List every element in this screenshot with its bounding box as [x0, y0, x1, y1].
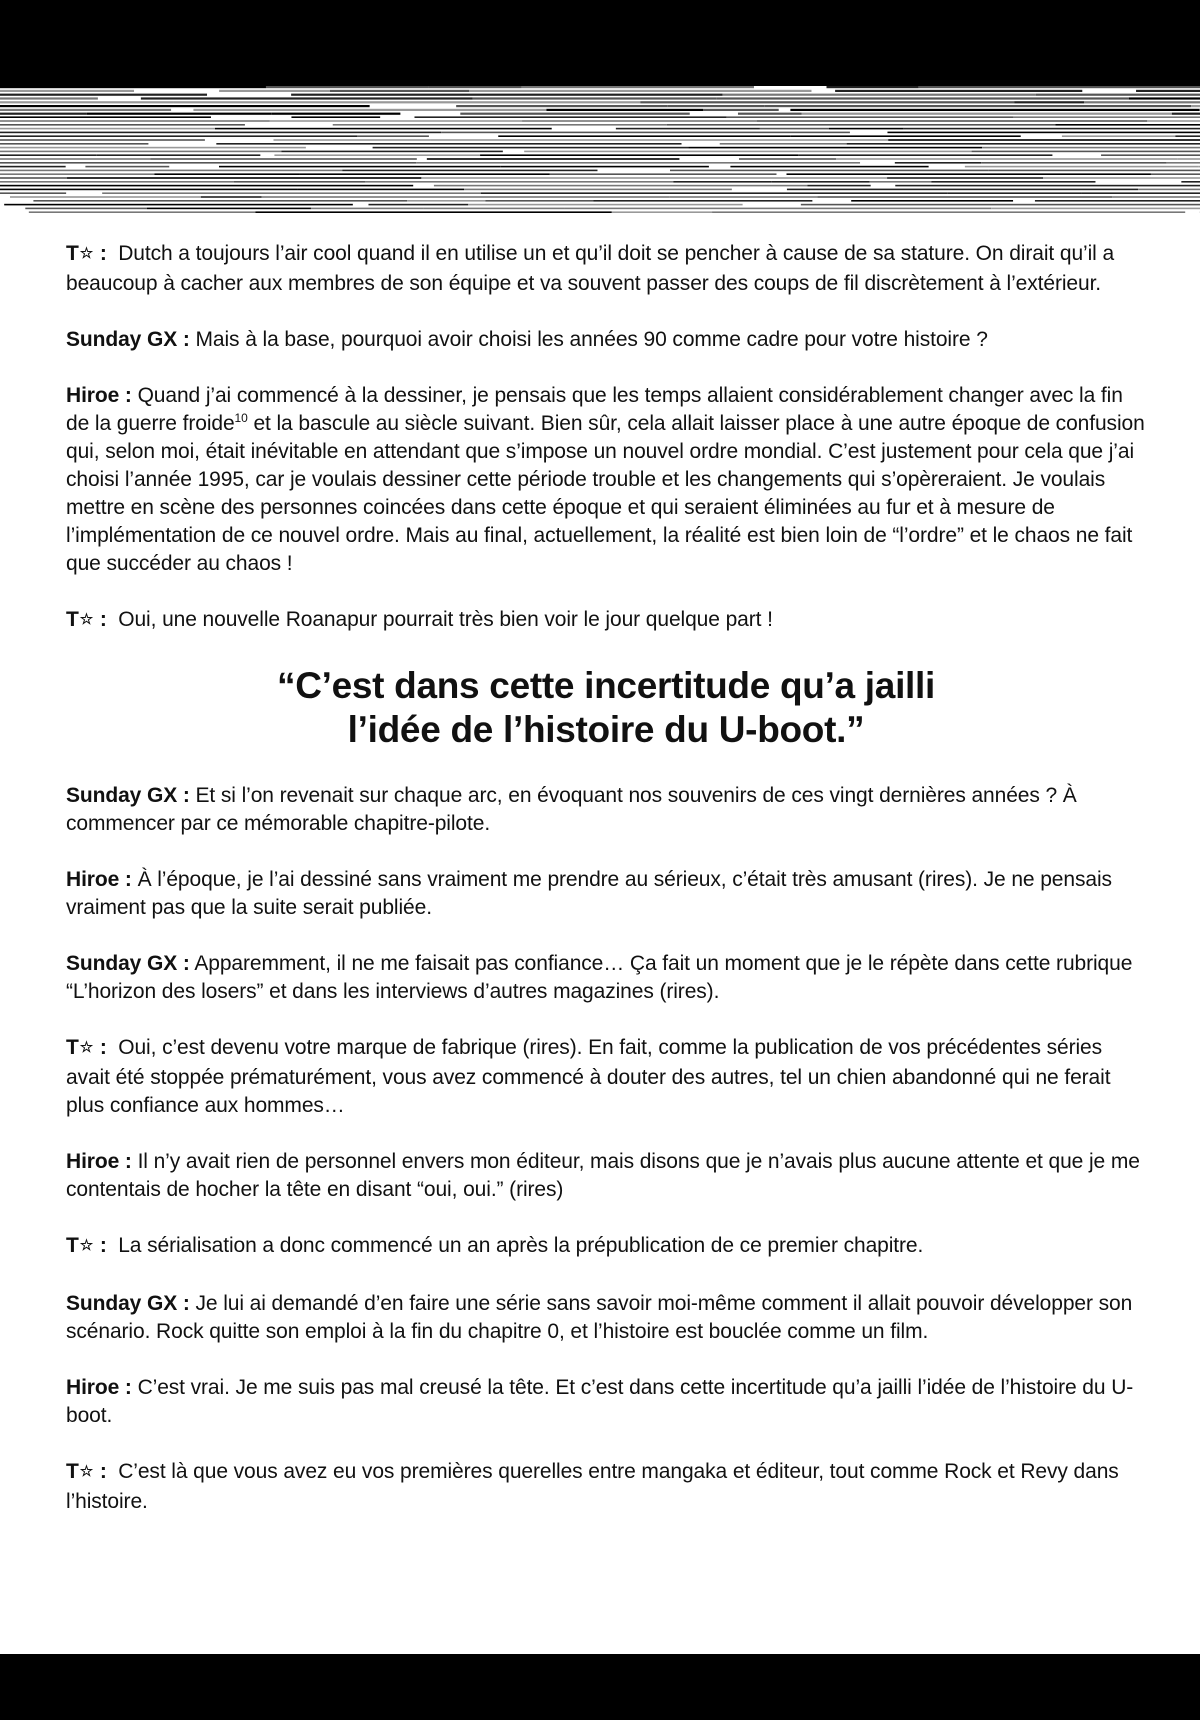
speaker-colon: : — [94, 1234, 107, 1257]
speed-line — [1036, 94, 1200, 96]
bottom-black-band — [0, 1654, 1200, 1720]
speed-line — [760, 128, 829, 130]
speed-line — [670, 196, 818, 198]
speed-line — [594, 200, 813, 202]
paragraph-text: C’est vrai. Je me suis pas mal creusé la tête. Et c’est dans cette incertitude qu’a jailli l’idée de l’histoire du U-boot. — [66, 1376, 1134, 1427]
speed-line — [423, 208, 565, 210]
speed-line — [4, 204, 353, 206]
speed-line — [904, 128, 1200, 130]
top-black-band — [0, 0, 1200, 86]
speed-line — [0, 143, 148, 145]
speed-line — [427, 158, 680, 160]
speed-line — [430, 139, 888, 141]
speed-line — [485, 200, 593, 202]
speed-line — [281, 151, 502, 153]
speed-line — [0, 135, 129, 137]
speed-line — [234, 181, 365, 183]
speed-line — [0, 101, 174, 103]
speed-line — [330, 90, 469, 92]
star-icon: ☆ — [79, 245, 94, 262]
interview-block-1 — [66, 240, 1146, 636]
interview-paragraph — [66, 782, 1146, 838]
speed-line — [421, 177, 887, 179]
paragraph-text: À l’époque, je l’ai dessiné sans vraiment me prendre au sérieux, c’était très amusant (rires). Je ne pensais vraiment pas que la suite serait publiée. — [66, 868, 1112, 919]
speed-line — [0, 128, 215, 130]
interview-paragraph — [66, 326, 1146, 354]
speed-line — [150, 158, 416, 160]
speed-line — [612, 211, 712, 213]
speed-line — [931, 181, 1095, 183]
interview-paragraph — [66, 1232, 1146, 1262]
speed-line — [786, 173, 1150, 175]
speed-line — [87, 113, 271, 115]
speed-line — [311, 208, 423, 210]
speed-line — [720, 143, 847, 145]
speed-line — [730, 166, 928, 168]
speed-line — [826, 86, 918, 88]
speed-line — [0, 154, 96, 156]
paragraph-text: La sérialisation a donc commencé un an après la prépublication de ce premier chapitre. — [118, 1234, 924, 1257]
speaker-label — [66, 242, 107, 265]
speed-line — [342, 170, 597, 172]
speed-line — [722, 94, 1035, 96]
speed-line — [96, 154, 260, 156]
speaker-colon: : — [94, 1460, 107, 1483]
speed-line — [1151, 173, 1200, 175]
speed-line — [468, 204, 742, 206]
speed-line — [0, 170, 342, 172]
speaker-initial: T — [66, 1036, 79, 1059]
interview-paragraph — [66, 1458, 1146, 1516]
speed-line — [0, 132, 441, 134]
speed-line — [807, 185, 870, 187]
paragraph-text: Quand j’ai commencé à la dessiner, je pensais que les temps allaient considérablement changer avec la fin de la guerre froide — [66, 384, 1123, 435]
speed-line — [416, 162, 860, 164]
paragraph-text: Oui, une nouvelle Roanapur pourrait très bien voir le jour quelque part ! — [118, 608, 773, 631]
speed-line — [640, 101, 1014, 103]
speed-line — [1055, 124, 1200, 126]
speed-line — [1136, 90, 1200, 92]
speed-line — [0, 116, 211, 118]
speed-line — [0, 162, 416, 164]
speed-line — [266, 86, 428, 88]
speed-line — [972, 151, 1200, 153]
speed-line — [772, 181, 870, 183]
interview-paragraph — [66, 950, 1146, 1006]
speed-line — [717, 97, 1129, 99]
speed-line — [1112, 196, 1200, 198]
speed-line — [274, 139, 431, 141]
speed-line — [0, 86, 266, 88]
speed-line — [0, 147, 306, 149]
speaker-label — [66, 1460, 107, 1483]
speed-line — [216, 143, 681, 145]
speed-line — [798, 154, 1052, 156]
speed-line — [947, 192, 1081, 194]
speed-line — [829, 128, 904, 130]
speaker-label — [66, 384, 132, 407]
speed-line — [688, 147, 982, 149]
speaker-name: Sunday GX : — [66, 952, 190, 975]
speed-line — [0, 139, 205, 141]
speed-line — [291, 94, 722, 96]
speaker-label — [66, 1234, 107, 1257]
speed-line — [85, 166, 169, 168]
speaker-label — [66, 784, 190, 807]
speed-line — [1062, 135, 1175, 137]
speed-line — [414, 116, 726, 118]
interview-paragraph — [66, 1290, 1146, 1346]
speed-line — [1014, 101, 1084, 103]
interview-paragraph — [66, 606, 1146, 636]
speaker-initial: T — [66, 1234, 79, 1257]
speed-line — [298, 189, 464, 191]
pull-quote-line-1: “C’est dans cette incertitude qu’a jailli — [277, 665, 935, 706]
speed-line — [524, 151, 971, 153]
speed-line — [988, 170, 1200, 172]
interview-paragraph — [66, 866, 1146, 922]
speaker-name: Hiroe : — [66, 1150, 132, 1173]
speed-line — [365, 181, 673, 183]
speaker-label — [66, 1036, 107, 1059]
speed-line — [757, 120, 1148, 122]
speed-line — [33, 200, 407, 202]
speed-line — [141, 97, 473, 99]
speed-line — [0, 109, 171, 111]
interview-paragraph — [66, 240, 1146, 298]
speed-line — [0, 151, 281, 153]
speaker-label — [66, 608, 107, 631]
speed-line — [895, 185, 1200, 187]
speed-line — [1178, 158, 1200, 160]
paragraph-text: Apparemment, il ne me faisait pas confiance… Ça fait un moment que je le répète dans cette rubrique “L’horizon des losers” et dans les interviews d’autres magazines (rires). — [66, 952, 1133, 1003]
speed-line — [667, 105, 765, 107]
speed-line — [991, 208, 1200, 210]
speed-line — [481, 192, 948, 194]
speed-line — [522, 120, 757, 122]
speed-line — [1172, 113, 1200, 115]
speed-line — [0, 105, 370, 107]
speed-line — [498, 135, 790, 137]
speed-line — [501, 166, 709, 168]
speed-line — [460, 113, 689, 115]
speed-line — [154, 173, 299, 175]
speed-line — [29, 211, 256, 213]
speed-line — [981, 162, 1166, 164]
speed-line — [274, 154, 480, 156]
speaker-label — [66, 952, 190, 975]
speed-line — [473, 97, 717, 99]
speed-line — [982, 147, 1200, 149]
speed-line — [357, 135, 429, 137]
speed-line — [0, 97, 98, 99]
speed-line — [851, 200, 1013, 202]
star-icon: ☆ — [79, 1237, 94, 1254]
pull-quote-line-2: l’idée de l’histoire du U-boot.” — [347, 709, 865, 750]
speaker-name: Hiroe : — [66, 1376, 132, 1399]
speed-line — [887, 177, 1043, 179]
speed-line — [888, 139, 1200, 141]
speed-line — [129, 135, 358, 137]
interview-paragraph — [66, 1148, 1146, 1204]
speed-line — [215, 128, 552, 130]
speed-line — [1175, 135, 1200, 137]
speed-line — [836, 158, 1178, 160]
speed-line — [1129, 97, 1200, 99]
speed-line — [835, 90, 1082, 92]
speed-line — [0, 120, 270, 122]
speed-line — [1101, 154, 1200, 156]
speed-line — [67, 177, 421, 179]
paragraph-text: et la bascule au siècle suivant. Bien sûr, cela allait laisser place à une autre époque de confusion qui, selon moi, était inévitable en attendant que s’impose un nouvel ordre mondial. C’est justement pour cela que j’ai choisi l’année 1995, car je voulais dessiner cette période trouble et les changements qui s’opèreraient. Je voulais mettre en scène des personnes coincées dans cette époque et qui seraient éliminées au fur et à mesure de l’implémentation de ce nouvel ordre. Mais au final, actuellement, la réalité est bien loin de “l’ordre” et le chaos ne fait que succéder au chaos ! — [66, 412, 1145, 575]
speed-line — [919, 86, 1200, 88]
speed-line — [0, 181, 234, 183]
speaker-initial: T — [66, 242, 79, 265]
paragraph-text: Dutch a toujours l’air cool quand il en utilise un et qu’il doit se pencher à cause de sa stature. On dirait qu’il a beaucoup à cacher aux membres de son équipe et va souvent passer des coups de fil discrètement à l’extérieur. — [66, 242, 1115, 295]
speed-line — [201, 196, 262, 198]
speed-line — [847, 143, 1200, 145]
speed-line — [407, 200, 485, 202]
speed-line — [802, 113, 1172, 115]
speaker-initial: T — [66, 1460, 79, 1483]
speaker-label — [66, 868, 132, 891]
speaker-label — [66, 1292, 190, 1315]
speed-line — [1035, 200, 1200, 202]
speed-line — [441, 132, 850, 134]
paragraph-text: Oui, c’est devenu votre marque de fabrique (rires). En fait, comme la publication de vos précédentes séries avait été stoppée prématurément, vous avez commencé à douter des autres, tel un chien abandonné qui ne ferait plus confiance aux hommes… — [66, 1036, 1111, 1117]
speed-line — [434, 185, 808, 187]
interview-block-2 — [66, 782, 1146, 1516]
star-icon: ☆ — [79, 1463, 94, 1480]
interview-paragraph — [66, 1034, 1146, 1120]
speed-line — [25, 208, 146, 210]
speaker-colon: : — [94, 242, 107, 265]
speed-line — [0, 189, 298, 191]
speed-line — [0, 173, 154, 175]
speed-line — [0, 124, 245, 126]
speed-line — [0, 192, 66, 194]
star-icon: ☆ — [79, 611, 94, 628]
speed-line — [102, 192, 481, 194]
speaker-colon: : — [94, 608, 107, 631]
star-icon: ☆ — [79, 1039, 94, 1056]
speed-line — [670, 170, 988, 172]
speed-line — [1181, 181, 1200, 183]
speed-line — [262, 196, 670, 198]
speed-line — [480, 154, 798, 156]
speed-line — [0, 158, 150, 160]
speaker-colon: : — [94, 1036, 107, 1059]
speed-line — [703, 109, 779, 111]
speaker-label — [66, 1376, 132, 1399]
speed-line — [0, 113, 87, 115]
speed-line — [255, 211, 611, 213]
speed-line — [368, 204, 468, 206]
speaker-name: Sunday GX : — [66, 1292, 190, 1315]
speed-line — [738, 113, 802, 115]
speaker-label — [66, 328, 190, 351]
speed-line — [887, 132, 1200, 134]
speed-line — [333, 124, 667, 126]
speed-line — [765, 105, 1191, 107]
speed-line — [790, 109, 1199, 111]
speed-line — [1167, 162, 1200, 164]
speed-line — [673, 181, 771, 183]
footnote-marker: 10 — [234, 411, 248, 425]
speed-line — [801, 204, 1200, 206]
paragraph-text: Il n’y avait rien de personnel envers mon éditeur, mais disons que je n’avais plus aucune attente et que je me contentais de hocher la tête en disant “oui, oui.” (rires) — [66, 1150, 1140, 1201]
speed-line — [10, 196, 201, 198]
speed-line — [787, 189, 1138, 191]
paragraph-text: Je lui ai demandé d’en faire une série sans savoir moi-même comment il allait pouvoir développer son scénario. Rock quitte son emploi à la fin du chapitre 0, et l’histoire est bouclée comme un film. — [66, 1292, 1133, 1343]
speed-line — [549, 173, 776, 175]
speed-line — [174, 101, 641, 103]
speed-line — [299, 173, 549, 175]
speed-line — [0, 177, 67, 179]
speed-line — [219, 90, 330, 92]
speed-line — [0, 185, 413, 187]
interview-paragraph — [66, 382, 1146, 578]
interview-paragraph — [66, 1374, 1146, 1430]
speed-line — [870, 181, 932, 183]
speaker-name: Sunday GX : — [66, 784, 190, 807]
speed-line — [147, 208, 311, 210]
speed-line — [1043, 177, 1200, 179]
paragraph-text: Mais à la base, pourquoi avoir choisi les années 90 comme cadre pour votre histoire ? — [195, 328, 988, 351]
speed-line — [0, 94, 207, 96]
speaker-label — [66, 1150, 132, 1173]
interview-body — [66, 240, 1146, 1544]
speed-line — [739, 158, 836, 160]
speed-line — [464, 189, 732, 191]
speed-line — [456, 105, 667, 107]
speaker-initial: T — [66, 608, 79, 631]
speed-line — [1081, 192, 1200, 194]
speaker-name: Hiroe : — [66, 868, 132, 891]
speed-line — [727, 116, 1014, 118]
speed-line — [1191, 105, 1200, 107]
speed-line — [0, 90, 134, 92]
speed-line — [565, 208, 991, 210]
speed-line — [1147, 120, 1200, 122]
speed-line — [791, 135, 1021, 137]
paragraph-text: Et si l’on revenait sur chaque arc, en évoquant nos souvenirs de ces vingt dernières années ? À commencer par ce mémorable chapitre-pilote. — [66, 784, 1077, 835]
speed-line — [546, 109, 703, 111]
speed-line — [193, 109, 546, 111]
speed-line — [616, 128, 760, 130]
speed-line — [712, 211, 1185, 213]
speed-lines-decoration — [0, 84, 1200, 214]
speed-line — [219, 166, 501, 168]
speed-line — [895, 162, 981, 164]
speed-line — [817, 196, 1112, 198]
speed-line — [965, 166, 1198, 168]
speed-line — [373, 147, 689, 149]
speed-line — [0, 166, 66, 168]
speed-line — [1138, 189, 1200, 191]
paragraph-text: C’est là que vous avez eu vos premières querelles entre mangaka et éditeur, tout comme Rock et Revy dans l’histoire. — [66, 1460, 1119, 1513]
speaker-name: Sunday GX : — [66, 328, 190, 351]
speed-line — [521, 86, 754, 88]
speed-line — [428, 86, 521, 88]
speed-line — [271, 113, 400, 115]
speed-line — [469, 90, 811, 92]
speaker-name: Hiroe : — [66, 384, 132, 407]
pull-quote — [66, 664, 1146, 752]
speed-line — [1084, 101, 1200, 103]
speed-line — [270, 120, 523, 122]
speed-line — [667, 124, 1056, 126]
speed-line — [1013, 116, 1200, 118]
speed-line — [291, 116, 380, 118]
